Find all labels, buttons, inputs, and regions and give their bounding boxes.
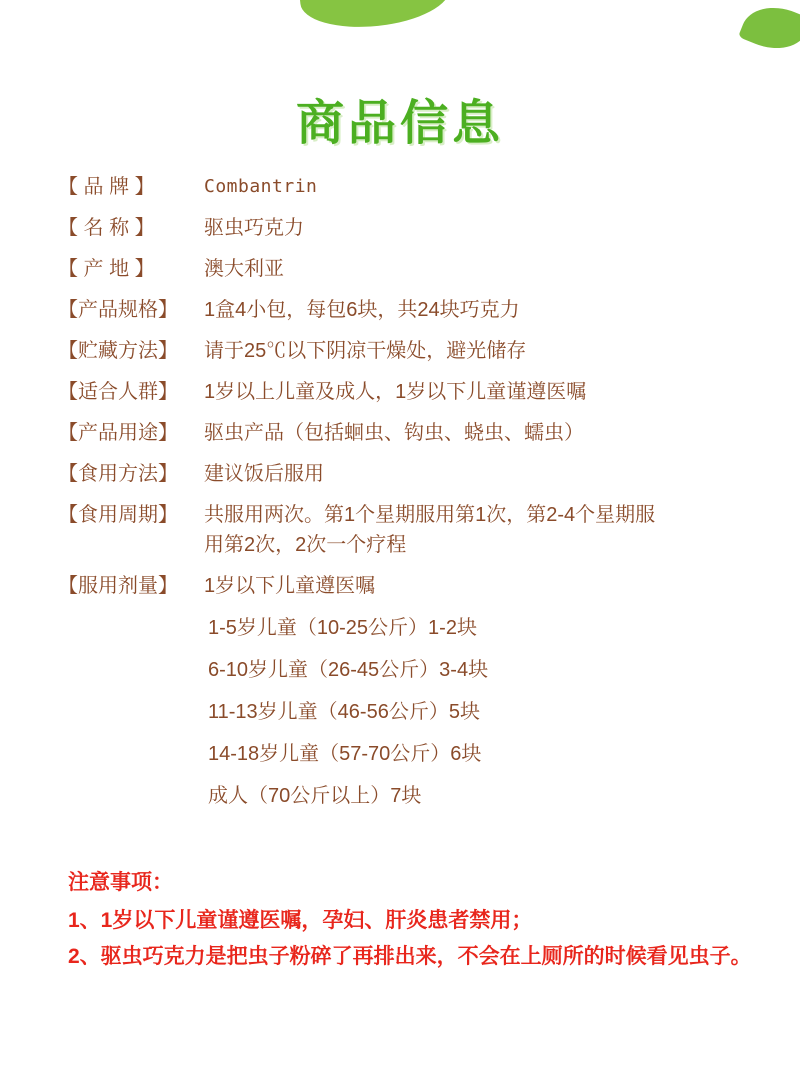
spec-label-name: 【 名 称 】 [58,217,155,239]
spec-value-name: 驱虫巧克力 [204,217,304,239]
spec-row-storage [58,336,758,366]
spec-value-dosage [204,571,758,823]
dosage-line-5: 14-18岁儿童（57-70公斤）6块 [208,743,482,765]
spec-row-cycle [58,500,758,560]
leaf-decoration-right-icon [738,0,800,60]
spec-value-purpose: 驱虫产品（包括蛔虫、钩虫、蛲虫、蠕虫） [204,422,584,444]
spec-label-dosage: 【服用剂量】 [58,575,178,597]
spec-value-brand: Combantrin [204,176,318,197]
notes-section [68,866,758,976]
spec-label-origin: 【 产 地 】 [58,258,155,280]
spec-label-brand: 【 品 牌 】 [58,176,155,198]
spec-label-purpose: 【产品用途】 [58,422,178,444]
spec-label-audience: 【适合人群】 [58,381,178,403]
spec-label-specification: 【产品规格】 [58,299,178,321]
note-item-2: 2、驱虫巧克力是把虫子粉碎了再排出来，不会在上厕所的时候看见虫子。 [68,945,752,968]
cycle-line-2: 用第2次，2次一个疗程 [204,534,407,556]
spec-label-usage: 【食用方法】 [58,463,178,485]
dosage-line-6: 成人（70公斤以上）7块 [208,785,422,807]
spec-row-origin [58,254,758,284]
spec-row-specification [58,295,758,325]
spec-label-cycle: 【食用周期】 [58,504,178,526]
spec-value-storage: 请于25℃以下阴凉干燥处，避光储存 [204,340,527,362]
spec-row-audience [58,377,758,407]
spec-value-cycle [204,500,758,560]
cycle-line-1: 共服用两次。第1个星期服用第1次，第2-4个星期服 [204,504,656,526]
spec-value-usage: 建议饭后服用 [204,463,324,485]
note-item-1: 1、1岁以下儿童谨遵医嘱，孕妇、肝炎患者禁用； [68,909,533,932]
spec-value-audience: 1岁以上儿童及成人，1岁以下儿童谨遵医嘱 [204,381,587,403]
spec-value-origin: 澳大利亚 [204,258,284,280]
specification-list [58,172,758,834]
dosage-line-3: 6-10岁儿童（26-45公斤）3-4块 [208,659,489,681]
spec-row-usage [58,459,758,489]
spec-value-specification: 1盒4小包，每包6块，共24块巧克力 [204,299,520,321]
notes-title: 注意事项： [68,871,173,894]
spec-row-dosage [58,571,758,823]
spec-row-name [58,213,758,243]
spec-row-brand [58,172,758,202]
dosage-line-1: 1岁以下儿童遵医嘱 [204,575,376,597]
spec-row-purpose [58,418,758,448]
page-title: 商品信息 [295,97,504,150]
dosage-line-2: 1-5岁儿童（10-25公斤）1-2块 [208,617,477,639]
spec-label-storage: 【贮藏方法】 [58,340,178,362]
leaf-decoration-top-icon [297,0,452,34]
dosage-line-4: 11-13岁儿童（46-56公斤）5块 [208,701,480,723]
